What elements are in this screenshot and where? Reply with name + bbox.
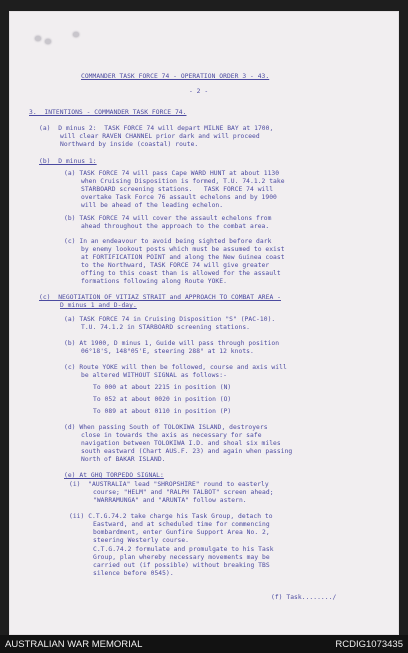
item-b-a-line: when Cruising Disposition is formed, T.U. 74.1.2 take [81,178,285,185]
item-a-line: Northward by inside (coastal) route. [60,141,199,148]
item-c-b-line: 06°18'S, 148°05'E, steering 288° at 12 knots. [81,348,254,355]
item-c-e-ii-line: bombardment, enter Gunfire Support Area No. 2, [93,529,270,536]
item-c-e-ii-line: silence before 0545). [93,570,174,577]
item-c-title: D minus 1 and D-day. [60,302,137,309]
item-a-line: will clear RAVEN CHANNEL prior dark and will proceed [60,133,260,140]
item-c-d-line: close in towards the axis as necessary for safe [81,432,262,439]
item-b-a-line: will be ahead of the leading echelon. [81,202,224,209]
typed-text [9,11,399,635]
item-c-c-line: be altered WITHOUT SIGNAL as follows:- [81,372,227,379]
item-c-e-ii-line: steering Westerly course. [93,537,190,544]
item-b-c-line: offing to this coast than is allowed for the assault [81,270,281,277]
course-change: To 000 at about 2215 in position (N) [93,384,232,391]
item-b-b-line: (b) TASK FORCE 74 will cover the assault echelons from [64,215,272,222]
item-b-title: (b) D minus 1: [39,158,97,165]
item-c-e-ii-line: Group, plan whereby necessary movements may be [93,554,270,561]
item-b-c-line: (c) In an endeavour to avoid being sighted before dark [64,238,272,245]
item-b-b-line: ahead throughout the approach to the combat area. [81,223,270,230]
item-c-e-ii-line: Eastward, and at scheduled time for commencing [93,521,270,528]
archive-name: AUSTRALIAN WAR MEMORIAL [5,638,143,650]
item-b-a-line: STARBOARD screening stations. TASK FORCE 74 will [81,186,274,193]
item-a-line: (a) D minus 2: TASK FORCE 74 will depart MILNE BAY at 1700, [39,125,274,132]
item-b-a-line: overtake Task Force 76 assault echelons and by 1900 [81,194,277,201]
item-c-b-line: (b) At 1900, D minus 1, Guide will pass through position [64,340,280,347]
item-b-c-line: to the Northward, TASK FORCE 74 will give greater [81,262,270,269]
item-c-d-line: (d) When passing South of TOLOKIWA ISLAND, destroyers [64,424,268,431]
catchword: (f) Task......../ [271,594,337,601]
item-c-e-i-line: course; "HELM" and "RALPH TALBOT" screen ahead; [93,489,274,496]
item-c-d-line: navigation between TOLOKIWA I.D. and shoal six miles [81,440,281,447]
item-b-c-line: by enemy lookout posts which must be assumed to exist [81,246,285,253]
item-c-e-title: (e) At GHQ TORPEDO SIGNAL: [64,472,164,479]
item-c-e-ii-line: (ii) C.T.G.74.2 take charge his Task Group, detach to [69,513,273,520]
item-b-c-line: at FORTIFICATION POINT and along the New Guinea coast [81,254,285,261]
item-b-c-line: formations following along Route YOKE. [81,278,227,285]
item-c-title: (c) NEGOTIATION OF VITIAZ STRAIT and APPROACH TO COMBAT AREA - [39,294,281,301]
item-c-a-line: (a) TASK FORCE 74 in Cruising Disposition "S" (PAC-10). [64,316,276,323]
page-number: - 2 - [189,88,209,95]
document-header: COMMANDER TASK FORCE 74 - OPERATION ORDER 3 - 43. [81,73,270,80]
document-page [9,11,399,635]
item-c-e-i-line: "WARRAMUNGA" and "ARUNTA" follow astern. [93,497,247,504]
item-c-e-ii-line: C.T.G.74.2 formulate and promulgate to his Task [93,546,274,553]
archive-footer [0,635,408,653]
item-c-a-line: T.U. 74.1.2 in STARBOARD screening stations. [81,324,251,331]
section-3-title: 3. INTENTIONS - COMMANDER TASK FORCE 74. [29,109,187,116]
item-c-e-ii-line: carried out (if possible) without breaking TBS [93,562,270,569]
item-c-d-line: south eastward (Chart AUS.F. 23) and again when passing [81,448,293,455]
item-c-c-line: (c) Route YOKE will then be followed, course and axis will [64,364,287,371]
item-c-e-i-line: (i) "AUSTRALIA" lead "SHROPSHIRE" round to easterly [69,481,269,488]
item-c-d-line: North of BAKAR ISLAND. [81,456,166,463]
record-id: RCDIG1073435 [335,638,403,650]
course-change: To 089 at about 0110 in position (P) [93,408,232,415]
course-change: To 052 at about 0020 in position (O) [93,396,232,403]
item-b-a-line: (a) TASK FORCE 74 will pass Cape WARD HUNT at about 1130 [64,170,280,177]
